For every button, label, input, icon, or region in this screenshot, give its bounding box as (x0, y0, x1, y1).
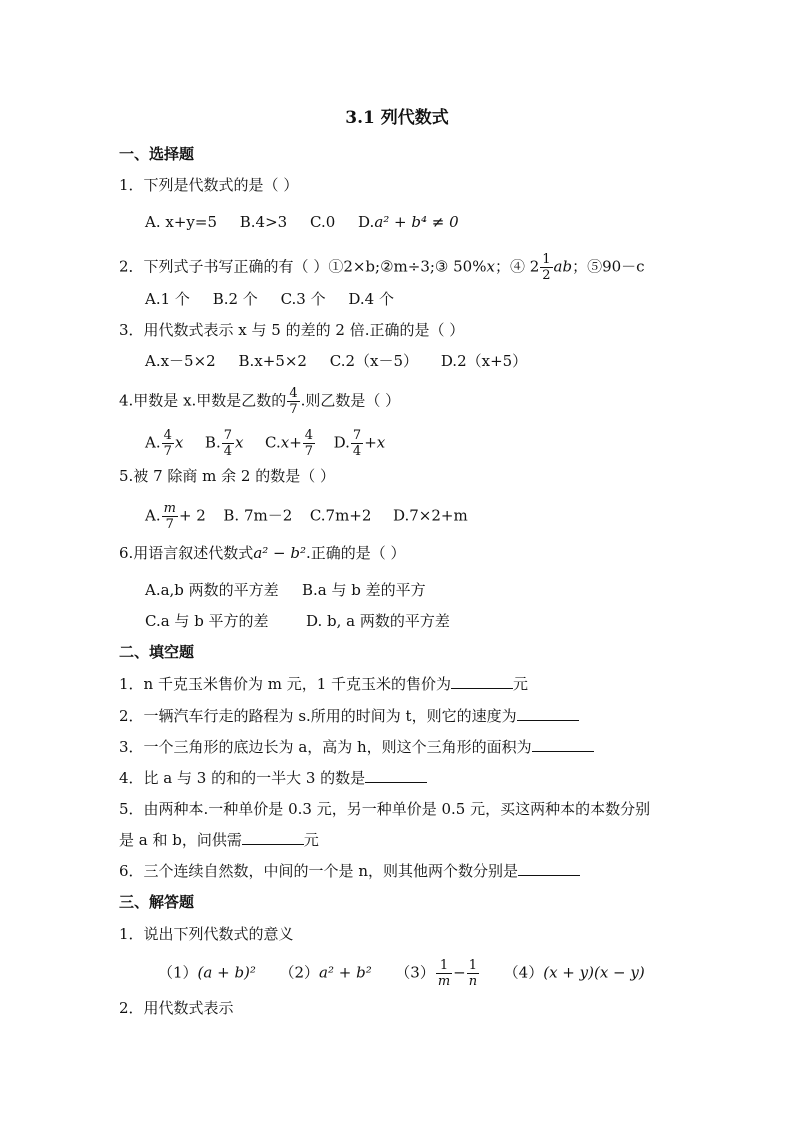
choice-q2-end: ；⑤90－c (572, 257, 645, 276)
fraction (467, 958, 479, 989)
fill-q5-text: 是 a 和 b，问供需 (119, 831, 242, 849)
choice-q6-option-d: D. b, a 两数的平方差 (306, 612, 450, 630)
option-d-label: D. (333, 433, 350, 452)
fraction (540, 252, 552, 283)
item-math: a² + b² (319, 963, 372, 982)
fill-q4-text: 4．比 a 与 3 的和的一半大 3 的数是 (119, 769, 366, 787)
plus-sign: + (289, 433, 302, 452)
answer-blank (532, 737, 594, 752)
fraction-numerator: m (163, 501, 176, 516)
answer-blank (518, 861, 580, 876)
fraction-denominator: 4 (223, 444, 232, 459)
choice-q2-text: 2．下列式子书写正确的有（ ）①2×b;②m÷3;③ 50% (119, 257, 487, 276)
option-b: B.2 个 (212, 290, 258, 308)
choice-q2-stem (119, 252, 645, 283)
section-heading-choice: 一、选择题 (119, 145, 195, 163)
section-heading-answer: 三、解答题 (119, 893, 195, 911)
fill-q2-text: 2．一辆汽车行走的路程为 s.所用的时间为 t，则它的速度为 (119, 707, 517, 725)
option-a-label: A. (145, 433, 161, 452)
variable-x: x (235, 433, 244, 452)
choice-q4-text-end: .则乙数是（ ） (300, 391, 401, 410)
fraction-numerator: 1 (467, 958, 479, 974)
choice-q6-text: 6.用语言叙述代数式 (119, 544, 254, 562)
option-d: D.2（x+5） (440, 352, 528, 370)
fill-q6-text: 6．三个连续自然数，中间的一个是 n，则其他两个数分别是 (119, 862, 518, 880)
option-b: B.x+5×2 (238, 352, 307, 370)
variable-x: x (376, 433, 386, 452)
page-title: 3.1 列代数式 (345, 108, 449, 128)
choice-q2-ab: ab (553, 257, 573, 276)
fraction-numerator: 1 (436, 958, 452, 974)
option-a-tail: + 2 (178, 506, 206, 525)
option-d: D.4 个 (348, 290, 394, 308)
choice-q1-options (145, 212, 459, 232)
variable-x: x (280, 433, 290, 452)
option-a: A.1 个 (145, 290, 190, 308)
fraction-denominator: 7 (165, 517, 174, 532)
option-b-label: B. (204, 433, 221, 452)
choice-q4-text: 4.甲数是 x.甲数是乙数的 (119, 391, 287, 410)
fraction-numerator: 7 (352, 428, 362, 443)
option-c: C.2（x－5） (329, 352, 419, 370)
plus-sign: + (364, 433, 377, 452)
item-math: (x + y)(x − y) (543, 963, 645, 982)
answer-q2-stem: 2．用代数式表示 (119, 999, 234, 1017)
item-math: (a + b)² (197, 963, 256, 982)
option-b: B. 7m－2 (223, 506, 293, 525)
minus-sign: − (453, 963, 466, 982)
fraction-denominator: m (437, 974, 451, 989)
choice-q6-option-a: A.a,b 两数的平方差 (145, 581, 279, 599)
choice-q5-options (145, 501, 468, 532)
item-label: （3） (395, 963, 435, 982)
fill-q5-unit: 元 (303, 831, 319, 849)
option-a-label: A. (145, 506, 161, 525)
choice-q5-stem: 5.被 7 除商 m 余 2 的数是（ ） (119, 467, 335, 485)
answer-blank (242, 830, 304, 845)
option-c: C.7m+2 (309, 506, 372, 525)
choice-q4-options (145, 428, 385, 459)
choice-q2-mid: ；④ 2 (494, 257, 540, 276)
fraction-numerator: 1 (542, 252, 551, 267)
fraction (287, 386, 299, 417)
fill-q1 (119, 674, 528, 694)
fraction (222, 428, 234, 459)
fill-q2 (119, 706, 579, 726)
answer-q1-stem: 1．说出下列代数式的意义 (119, 925, 294, 943)
answer-blank (517, 706, 579, 721)
fill-q6 (119, 861, 580, 881)
fraction (303, 428, 315, 459)
variable-x: x (174, 433, 184, 452)
option-b: B.4>3 (239, 213, 288, 231)
fraction-denominator: 7 (304, 444, 314, 459)
section-heading-fill: 二、填空题 (119, 643, 195, 661)
fraction-denominator: 7 (163, 444, 172, 459)
fill-q3-text: 3．一个三角形的底边长为 a，高为 h，则这个三角形的面积为 (119, 738, 532, 756)
fraction-denominator: 7 (289, 402, 298, 417)
fill-q5-line2 (119, 830, 319, 850)
choice-q2-options (145, 289, 394, 309)
fraction (436, 958, 452, 989)
fraction (351, 428, 363, 459)
fraction-denominator: n (468, 974, 478, 989)
fraction-numerator: 4 (304, 428, 314, 443)
option-a: A. x+y=5 (145, 213, 217, 231)
item-label: （4） (503, 963, 544, 982)
option-d-math: a² + b⁴ ≠ 0 (374, 213, 459, 231)
fraction (162, 501, 178, 532)
item-label: （2） (279, 963, 320, 982)
choice-q6-option-b: B.a 与 b 差的平方 (302, 581, 426, 599)
answer-blank (365, 768, 427, 783)
fraction-numerator: 4 (289, 386, 298, 401)
fraction-denominator: 4 (352, 444, 362, 459)
choice-q1-stem: 1．下列是代数式的是（ ） (119, 176, 299, 194)
option-c: C.0 (310, 213, 336, 231)
item-label: （1） (158, 963, 198, 982)
answer-blank (451, 674, 513, 689)
fraction (162, 428, 174, 459)
fill-q4 (119, 768, 427, 788)
fill-q1-unit: 元 (513, 675, 529, 693)
answer-q1-items (158, 958, 645, 989)
option-c: C.3 个 (280, 290, 326, 308)
option-a: A.x－5×2 (145, 352, 216, 370)
choice-q3-stem: 3．用代数式表示 x 与 5 的差的 2 倍.正确的是（ ） (119, 321, 465, 339)
fraction-numerator: 7 (223, 428, 232, 443)
fraction-numerator: 4 (163, 428, 172, 443)
fill-q3 (119, 737, 594, 757)
choice-q6-stem (119, 543, 406, 563)
choice-q4-stem (119, 386, 400, 417)
choice-q2-x: x (486, 257, 495, 276)
fill-q1-text: 1．n 千克玉米售价为 m 元，1 千克玉米的售价为 (119, 675, 452, 693)
option-c-label: C. (265, 433, 281, 452)
fraction-denominator: 2 (542, 268, 551, 283)
choice-q6-math: a² − b² (253, 544, 306, 562)
choice-q3-options (145, 351, 527, 371)
fill-q5-line1: 5．由两种本.一种单价是 0.3 元，另一种单价是 0.5 元，买这两种本的本数分别 (119, 800, 651, 818)
option-d-label: D. (358, 213, 375, 231)
choice-q6-option-c: C.a 与 b 平方的差 (145, 612, 269, 630)
choice-q6-text-end: .正确的是（ ） (306, 544, 406, 562)
option-d: D.7×2+m (392, 506, 468, 525)
